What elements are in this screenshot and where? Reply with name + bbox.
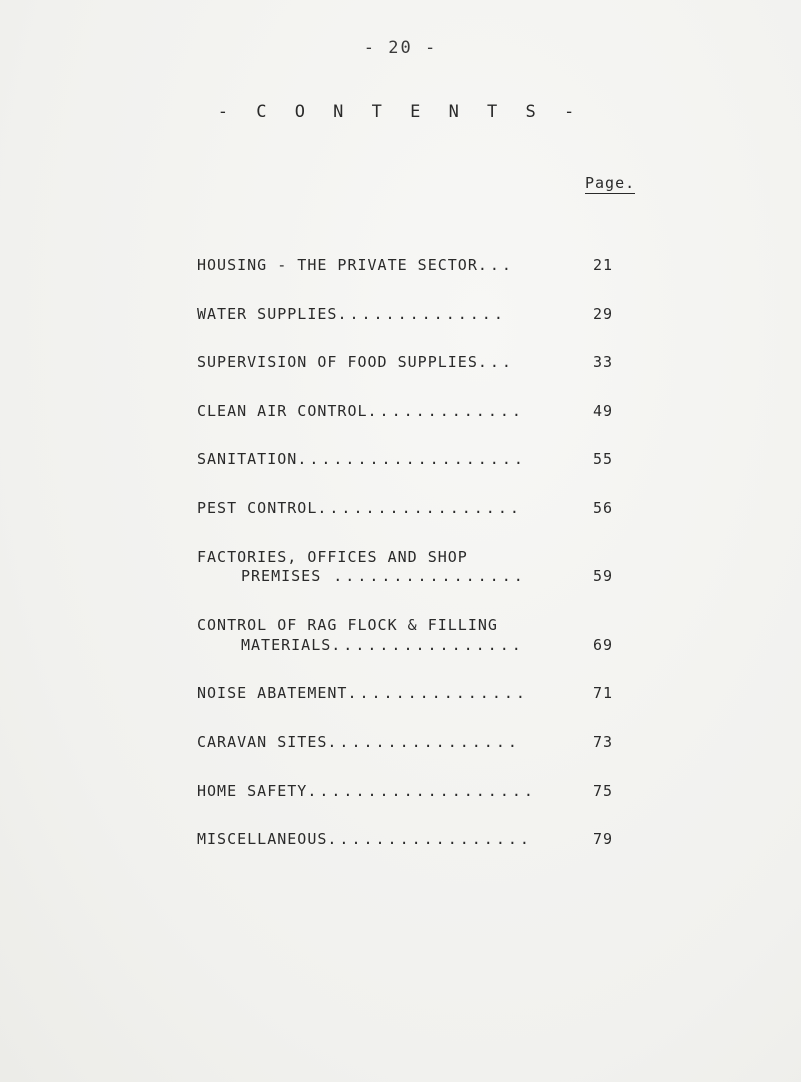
toc-entry-factories <box>197 548 468 566</box>
contents-heading: - C O N T E N T S - <box>217 102 584 122</box>
toc-entry-title: CLEAN AIR CONTROL <box>197 402 368 420</box>
toc-entry-title: MISCELLANEOUS <box>197 830 328 848</box>
toc-entry-page: 71 <box>593 684 614 702</box>
toc-entry-miscellaneous <box>197 830 532 848</box>
toc-entry-dots: ................. <box>327 830 532 848</box>
toc-entry-housing <box>197 256 514 274</box>
toc-entry-noise <box>197 684 528 702</box>
toc-entry-factories-line2 <box>241 567 526 585</box>
toc-entry-page: 33 <box>593 353 614 371</box>
toc-entry-title-line2: PREMISES <box>241 567 322 585</box>
toc-entry-title: FACTORIES, OFFICES AND SHOP <box>197 548 468 566</box>
toc-entry-page: 29 <box>593 305 614 323</box>
toc-entry-dots: ................ <box>327 733 520 751</box>
page-column-label: Page. <box>585 174 636 192</box>
toc-entry-rag-flock <box>197 616 498 634</box>
toc-entry-pest-control <box>197 499 522 517</box>
toc-entry-food-supplies <box>197 353 514 371</box>
toc-entry-caravan <box>197 733 520 751</box>
toc-entry-dots: ... <box>477 353 514 371</box>
toc-entry-dots: ... <box>477 256 514 274</box>
toc-entry-clean-air <box>197 402 524 420</box>
toc-entry-page: 59 <box>593 567 614 585</box>
toc-entry-dots: ............... <box>347 684 528 702</box>
toc-entry-rag-flock-line2 <box>241 636 524 654</box>
toc-entry-title: WATER SUPPLIES <box>197 305 338 323</box>
toc-entry-sanitation <box>197 450 526 468</box>
toc-entry-dots: .............. <box>337 305 506 323</box>
toc-entry-page: 21 <box>593 256 614 274</box>
toc-entry-dots: ................... <box>307 782 536 800</box>
toc-entry-page: 69 <box>593 636 614 654</box>
toc-entry-title: CARAVAN SITES <box>197 733 328 751</box>
toc-entry-title-line2: MATERIALS <box>241 636 332 654</box>
toc-entry-water-supplies <box>197 305 506 323</box>
toc-entry-dots: ............. <box>367 402 524 420</box>
toc-entry-title: SUPERVISION OF FOOD SUPPLIES <box>197 353 478 371</box>
toc-entry-title: HOME SAFETY <box>197 782 308 800</box>
toc-entry-dots: ................ <box>331 636 524 654</box>
toc-entry-page: 56 <box>593 499 614 517</box>
toc-entry-title: NOISE ABATEMENT <box>197 684 348 702</box>
toc-entry-title: SANITATION <box>197 450 298 468</box>
toc-entry-dots: ................. <box>317 499 522 517</box>
toc-entry-page: 49 <box>593 402 614 420</box>
toc-entry-title: PEST CONTROL <box>197 499 318 517</box>
toc-entry-dots: ................ <box>321 567 526 585</box>
toc-entry-title: CONTROL OF RAG FLOCK & FILLING <box>197 616 498 634</box>
toc-entry-page: 79 <box>593 830 614 848</box>
toc-entry-dots: ................... <box>297 450 526 468</box>
toc-entry-home-safety <box>197 782 536 800</box>
toc-entry-title: HOUSING - THE PRIVATE SECTOR <box>197 256 478 274</box>
toc-entry-page: 75 <box>593 782 614 800</box>
toc-entry-page: 55 <box>593 450 614 468</box>
toc-entry-page: 73 <box>593 733 614 751</box>
page-number: - 20 - <box>363 38 438 58</box>
